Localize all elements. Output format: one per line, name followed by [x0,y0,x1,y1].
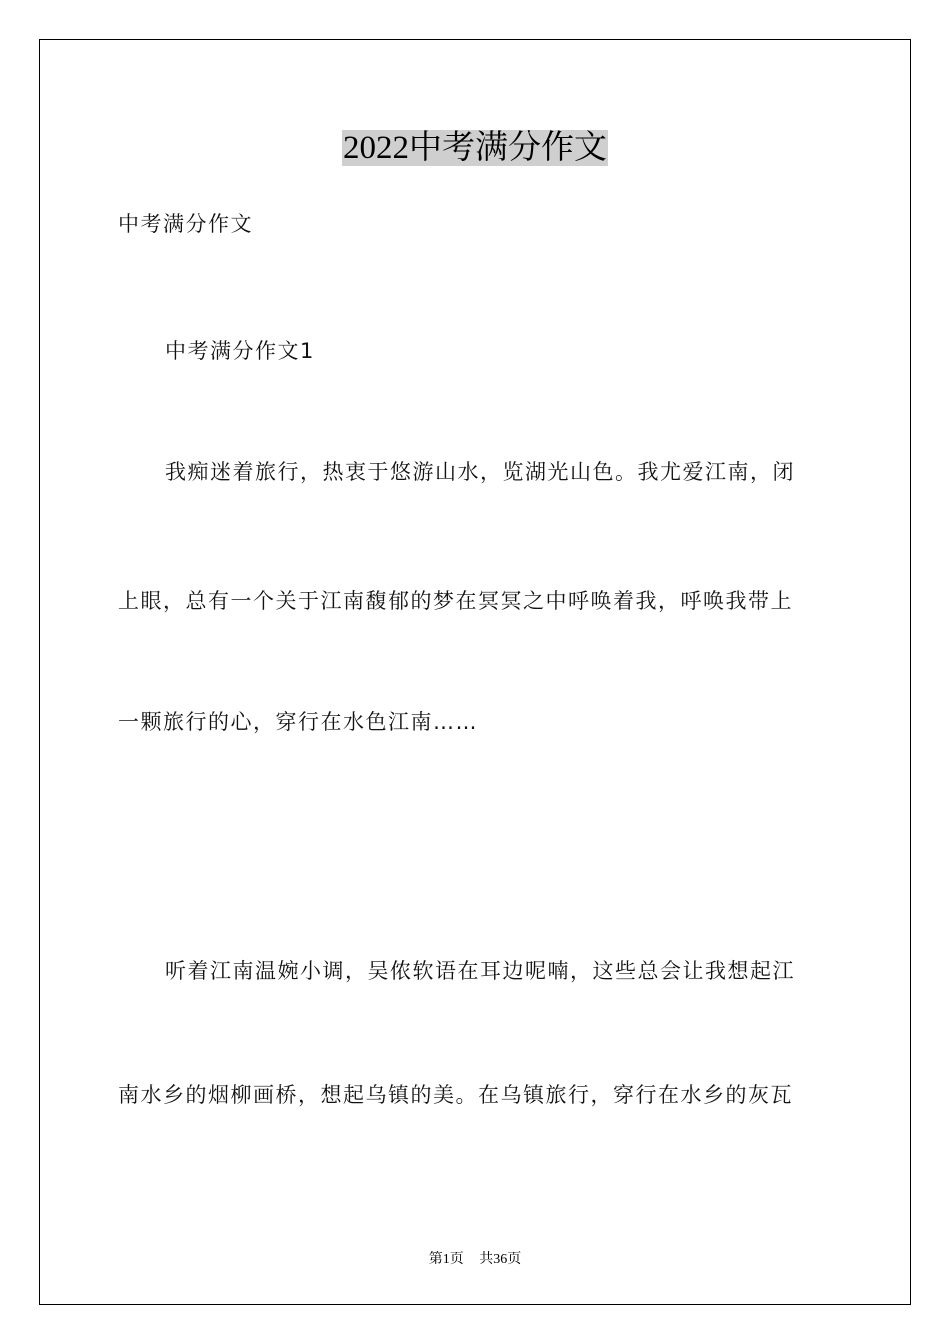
paragraph-line: 上眼，总有一个关于江南馥郁的梦在冥冥之中呼唤着我，呼唤我带上 [118,589,793,613]
document-title [0,126,950,170]
page-footer [0,1248,950,1268]
paragraph-line: 一颗旅行的心，穿行在水色江南…… [118,710,478,734]
paragraph-line: 南水乡的烟柳画桥，想起乌镇的美。在乌镇旅行，穿行在水乡的灰瓦 [118,1083,793,1107]
section-heading: 中考满分作文1 [165,339,315,363]
document-title-text: 2022中考满分作文 [343,130,607,166]
page-total: 共36页 [479,1252,522,1267]
paragraph-line: 我痴迷着旅行，热衷于悠游山水，览湖光山色。我尤爱江南，闭 [165,460,795,484]
document-subtitle: 中考满分作文 [118,212,253,236]
paragraph-line: 听着江南温婉小调，吴侬软语在耳边呢喃，这些总会让我想起江 [165,959,795,983]
page-number: 第1页 [428,1252,464,1267]
